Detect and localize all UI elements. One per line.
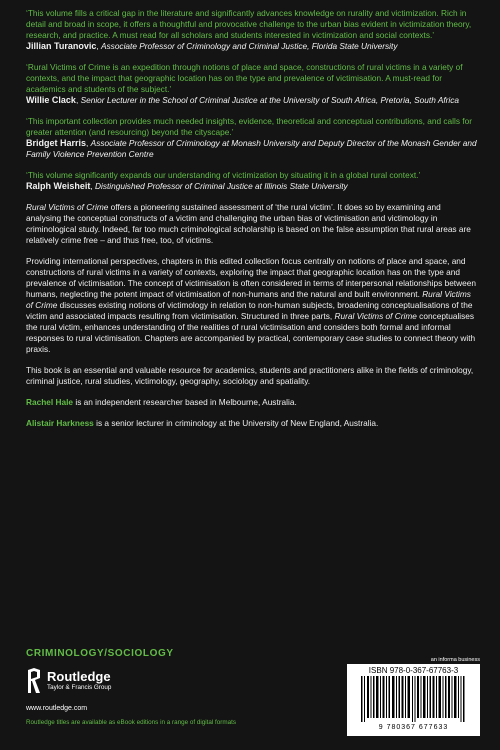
book-title: Rural Victims of Crime — [26, 289, 471, 310]
back-cover-content — [26, 8, 478, 439]
testimonial-name: Jillian Turanovic — [26, 41, 97, 51]
publisher-url[interactable]: www.routledge.com — [26, 705, 88, 712]
publisher-group: Taylor & Francis Group — [47, 683, 112, 691]
barcode — [347, 664, 480, 736]
testimonial-quote: ‘This volume significantly expands our understanding of victimization by situating it in a global rural context.’ — [26, 170, 421, 180]
paragraph-text: conceptualises the rural victim, enhances understanding of the realities of rural victimisation and considers both formal and informal responses to rural victimisation. Chapters are accompanied by practical, contemporary case studies to connect theory with praxis. — [26, 311, 476, 354]
book-title: Rural Victims of Crime — [334, 311, 417, 321]
testimonial-title: Associate Professor of Criminology at Monash University and Deputy Director of the Monash Gender and Family Violence Prevention Centre — [26, 138, 477, 159]
subject-category: CRIMINOLOGY/SOCIOLOGY — [26, 648, 174, 659]
publisher-logo — [26, 667, 111, 694]
paragraph-text: offers a pioneering sustained assessment of ‘the rural victim’. It does so by examining and analysing the conceptual constructs of a victim and challenging the urban bias of victimisation and victimology in criminological study. Indeed, far too much criminological scholarship is based on the false assumption that rural areas are relatively crime free – and thus free, too, of victims. — [26, 202, 471, 245]
routledge-logo-icon — [26, 667, 42, 694]
testimonial-2: ‘Rural Victims of Crime is an expedition through notions of place and space, constructions of rural victims in a variety of contexts, and the impact that geographic location has on the type and prevalence of victimisation. A must-read for academics and students of the subject.’ Willie Clack, Senior Lecturer in the School of Criminal Justice at the University of South Africa, Pretoria, South Africa — [26, 62, 478, 106]
testimonial-title: Associate Professor of Criminology and Criminal Justice, Florida State University — [100, 41, 398, 51]
publisher-name: Routledge — [47, 668, 111, 684]
testimonial-quote: ‘Rural Victims of Crime is an expedition through notions of place and space, constructions of rural victims in a variety of contexts, and the impact that geographic location has on the type and prevalence of victimisation. A must-read for academics and students of the subject.’ — [26, 62, 463, 94]
description-paragraph-1 — [26, 202, 478, 246]
testimonial-quote: ‘This important collection provides much needed insights, evidence, theoretical and conceptual contributions, and calls for greater attention (and resourcing) beyond the cityscape.’ — [26, 116, 472, 137]
paragraph-text: Providing international perspectives, chapters in this edited collection focus centrally on notions of place and space, and constructions of rural victims in a variety of contexts, exploring the impact that geographic location has on the type and prevalence of victimisation. The concept of victimisation is often considered in terms of interpersonal relationships between humans, neglecting the potent impact of victimisation of non-humans and the natural and built environment. — [26, 256, 476, 299]
ebook-note: Routledge titles are available as eBook editions in a range of digital formats — [26, 719, 237, 726]
author-bio-1 — [26, 397, 478, 408]
testimonial-1: ‘This volume fills a critical gap in the literature and significantly advances knowledge on rurality and victimization. Rich in detail and broad in scope, it offers a thoughtful and provocative challenge to the urban bias evident in victimization theory, research, and practice. A must read for all scholars and students interested in victimization and social contexts.’ Jillian Turanovic, Associate Professor of Criminology and Criminal Justice, Florida State University — [26, 8, 478, 52]
isbn-label: ISBN 978-0-367-67763-3 — [368, 666, 459, 675]
description-paragraph-2 — [26, 256, 478, 355]
testimonial-name: Willie Clack — [26, 95, 76, 105]
testimonial-4: ‘This volume significantly expands our understanding of victimization by situating it in a global rural context.’ Ralph Weisheit, Distinguished Professor of Criminal Justice at Illinois State University — [26, 170, 478, 192]
author-bio-2 — [26, 418, 478, 429]
testimonial-quote: ‘This volume fills a critical gap in the literature and significantly advances knowledge on rurality and victimization. Rich in detail and broad in scope, it offers a thoughtful and provocative challenge to the urban bias evident in victimization theory, research, and practice. A must read for all scholars and students interested in victimization and social contexts.’ — [26, 8, 472, 40]
testimonial-name: Bridget Harris — [26, 138, 87, 148]
informa-note: an informa business — [430, 657, 480, 663]
description-paragraph-3: This book is an essential and valuable resource for academics, students and practitioners alike in the fields of criminology, criminal justice, rural studies, victimology, geography, sociology and spatiality. — [26, 365, 474, 386]
barcode-bars-icon — [359, 676, 469, 722]
testimonial-title: Distinguished Professor of Criminal Justice at Illinois State University — [94, 181, 348, 191]
testimonial-title: Senior Lecturer in the School of Criminal Justice at the University of South Africa, Pretoria, South Africa — [80, 95, 460, 105]
author-text: is a senior lecturer in criminology at the University of New England, Australia. — [93, 418, 379, 428]
paragraph-text: discusses existing notions of victimology in relation to non-human subjects, broadening conceptualisations of the victim and associated impacts resulting from victimisation. Structured in three parts, — [26, 300, 473, 321]
author-text: is an independent researcher based in Melbourne, Australia. — [73, 397, 297, 407]
barcode-number: 9 780367 677633 — [378, 724, 449, 731]
author-name: Alistair Harkness — [26, 418, 94, 428]
testimonial-name: Ralph Weisheit — [26, 181, 91, 191]
author-name: Rachel Hale — [26, 397, 74, 407]
book-title: Rural Victims of Crime — [26, 202, 109, 212]
testimonial-3: ‘This important collection provides much needed insights, evidence, theoretical and conceptual contributions, and calls for greater attention (and resourcing) beyond the cityscape.’ Bridget Harris, Associate Professor of Criminology at Monash University and Deputy Director of the Monash Gender and Family Violence Prevention Centre — [26, 116, 477, 159]
